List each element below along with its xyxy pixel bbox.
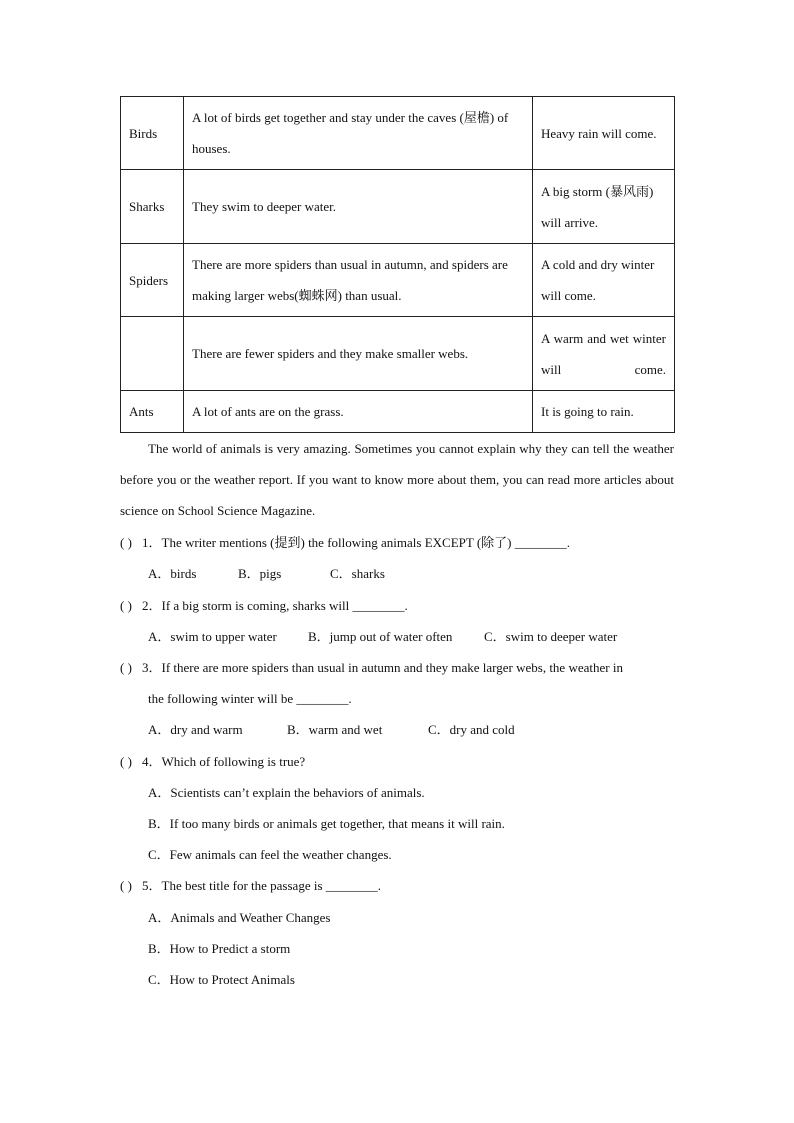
- question-1-options: [148, 558, 385, 589]
- table-cell-weather: A big storm (暴风雨) will arrive.: [533, 170, 675, 244]
- option-c: C．swim to deeper water: [484, 629, 618, 644]
- table-cell-behavior: A lot of birds get together and stay under the caves (屋檐) of houses.: [184, 97, 533, 170]
- answer-blank[interactable]: ( ): [120, 754, 132, 769]
- option-a: A．swim to upper water: [148, 629, 277, 644]
- question-1: [120, 527, 674, 558]
- question-2: [120, 590, 674, 621]
- option-c: C．How to Protect Animals: [148, 972, 295, 987]
- table-cell-weather: A cold and dry winter will come.: [533, 244, 675, 317]
- table-row: [121, 170, 675, 244]
- table-cell-weather: A warm and wet winter will come.: [533, 317, 675, 391]
- question-stem: 2．If a big storm is coming, sharks will ________.: [142, 598, 408, 613]
- option-a: A．Animals and Weather Changes: [148, 910, 331, 925]
- option-b: B．jump out of water often: [308, 629, 453, 644]
- option-b: B．pigs: [238, 566, 282, 581]
- option-b: B．If too many birds or animals get together, that means it will rain.: [148, 816, 505, 831]
- option-c: C．dry and cold: [428, 722, 515, 737]
- option-a: A．dry and warm: [148, 722, 243, 737]
- question-5: [120, 870, 674, 901]
- question-3-stem-continued: the following winter will be ________.: [148, 691, 352, 706]
- question-stem: 1．The writer mentions (提到) the following animals EXCEPT (除了) ________.: [142, 535, 570, 550]
- question-stem: 3．If there are more spiders than usual in autumn and they make larger webs, the weather in: [142, 660, 623, 675]
- option-c: C．sharks: [330, 566, 385, 581]
- table-row: [121, 244, 675, 317]
- table-row: [121, 391, 675, 433]
- option-a: A．Scientists can’t explain the behaviors of animals.: [148, 785, 425, 800]
- table-cell-weather: It is going to rain.: [533, 391, 675, 433]
- table-cell-behavior: There are more spiders than usual in autumn, and spiders are making larger webs(蜘蛛网) than usual.: [184, 244, 533, 317]
- table-cell-animal: Spiders: [121, 244, 184, 317]
- animal-weather-table: [120, 96, 675, 433]
- table-cell-behavior: There are fewer spiders and they make smaller webs.: [184, 317, 533, 391]
- table-cell-animal: [121, 317, 184, 391]
- question-stem: 5．The best title for the passage is ________.: [142, 878, 382, 893]
- question-4: [120, 746, 674, 777]
- answer-blank[interactable]: ( ): [120, 535, 132, 550]
- question-stem: 4．Which of following is true?: [142, 754, 306, 769]
- table-row: [121, 97, 675, 170]
- answer-blank[interactable]: ( ): [120, 598, 132, 613]
- question-3-options: [148, 714, 515, 745]
- option-b: B．How to Predict a storm: [148, 941, 291, 956]
- answer-blank[interactable]: ( ): [120, 878, 132, 893]
- option-b: B．warm and wet: [287, 722, 383, 737]
- table-cell-animal: Birds: [121, 97, 184, 170]
- table-cell-animal: Ants: [121, 391, 184, 433]
- table-cell-animal: Sharks: [121, 170, 184, 244]
- answer-blank[interactable]: ( ): [120, 660, 132, 675]
- table-cell-weather: Heavy rain will come.: [533, 97, 675, 170]
- option-c: C．Few animals can feel the weather changes.: [148, 847, 392, 862]
- passage-paragraph: The world of animals is very amazing. Sometimes you cannot explain why they can tell the weather before you or the weather report. If you want to know more about them, you can read more articles about science on School Science Magazine.: [120, 441, 674, 518]
- table-row: [121, 317, 675, 391]
- question-2-options: [148, 621, 617, 652]
- table-cell-behavior: They swim to deeper water.: [184, 170, 533, 244]
- table-cell-behavior: A lot of ants are on the grass.: [184, 391, 533, 433]
- option-a: A．birds: [148, 566, 197, 581]
- question-3: [120, 652, 674, 683]
